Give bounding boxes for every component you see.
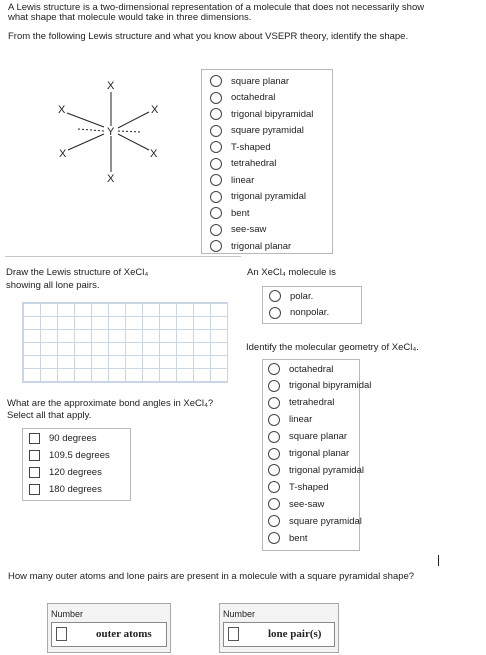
outer-atoms-answer: [47, 603, 171, 653]
geometry-option[interactable]: [268, 496, 324, 512]
radio-button[interactable]: [210, 207, 222, 219]
option-label: 180 degrees: [49, 483, 102, 495]
radio-button[interactable]: [210, 92, 222, 104]
angle-option[interactable]: [29, 447, 110, 463]
option-label: square planar: [231, 75, 290, 87]
shape-question: From the following Lewis structure and what you know about VSEPR theory, identify the shape.: [8, 31, 409, 42]
draw-prompt-line-1: Draw the Lewis structure of XeCl₄: [6, 267, 149, 278]
radio-button[interactable]: [210, 75, 222, 87]
atom-x-lower-right: X: [150, 148, 158, 160]
radio-button[interactable]: [210, 158, 222, 170]
option-label: trigonal pyramidal: [289, 464, 364, 476]
geometry-option[interactable]: [268, 429, 347, 445]
angles-instruction: Select all that apply.: [7, 410, 92, 421]
option-label: trigonal planar: [231, 240, 292, 252]
option-label: T-shaped: [231, 141, 271, 153]
shape-options-box: [201, 69, 333, 254]
radio-button[interactable]: [210, 141, 222, 153]
shape-option[interactable]: [210, 238, 291, 254]
checkbox[interactable]: [29, 450, 40, 461]
radio-button[interactable]: [268, 397, 280, 409]
option-label: see-saw: [289, 498, 325, 510]
polarity-options-box: [262, 286, 362, 324]
polarity-option[interactable]: [269, 288, 313, 304]
geometry-option[interactable]: [268, 446, 349, 462]
shape-option[interactable]: [210, 123, 304, 139]
draw-prompt-line-2: showing all lone pairs.: [6, 280, 100, 291]
radio-button[interactable]: [268, 431, 280, 443]
option-label: trigonal pyramidal: [231, 191, 306, 202]
number-label: Number: [223, 609, 256, 619]
intro-line-1: A Lewis structure is a two-dimensional representation of a molecule that does not necessarily show: [8, 2, 425, 13]
option-label: trigonal bipyramidal: [289, 380, 372, 392]
radio-button[interactable]: [269, 307, 281, 319]
radio-button[interactable]: [268, 363, 280, 375]
radio-button[interactable]: [268, 464, 280, 476]
option-label: octahedral: [231, 92, 276, 103]
polarity-option[interactable]: [269, 305, 329, 321]
shape-option[interactable]: [210, 172, 254, 188]
option-label: linear: [289, 414, 313, 426]
geometry-option[interactable]: [268, 462, 364, 478]
lone-pairs-input[interactable]: [228, 627, 239, 641]
option-label: octahedral: [289, 363, 334, 375]
shape-option[interactable]: [210, 90, 275, 106]
option-label: linear: [231, 174, 255, 186]
option-label: polar.: [290, 290, 314, 302]
shape-option[interactable]: [210, 73, 289, 89]
geometry-option[interactable]: [268, 378, 371, 394]
polarity-question: An XeCl₄ molecule is: [247, 267, 336, 278]
geometry-option[interactable]: [268, 479, 329, 495]
option-label: square pyramidal: [289, 515, 362, 527]
radio-button[interactable]: [268, 498, 280, 510]
geometry-option[interactable]: [268, 530, 308, 546]
option-label: square pyramidal: [231, 125, 304, 136]
option-label: square planar: [289, 431, 348, 443]
radio-button[interactable]: [268, 380, 280, 392]
radio-button[interactable]: [210, 240, 222, 252]
option-label: see-saw: [231, 224, 267, 235]
drawing-canvas[interactable]: [22, 302, 228, 383]
radio-button[interactable]: [268, 481, 280, 493]
angle-option[interactable]: [29, 464, 102, 480]
radio-button[interactable]: [268, 515, 280, 527]
atom-x-upper-left: X: [58, 104, 66, 116]
option-label: nonpolar.: [290, 307, 330, 318]
geometry-question: Identify the molecular geometry of XeCl₄.: [246, 342, 419, 353]
geometry-option[interactable]: [268, 412, 312, 428]
option-label: T-shaped: [289, 481, 329, 493]
lewis-structure-diagram: [40, 70, 190, 190]
checkbox[interactable]: [29, 467, 40, 478]
lone-pairs-answer: [219, 603, 339, 653]
checkbox[interactable]: [29, 484, 40, 495]
geometry-option[interactable]: [268, 361, 333, 377]
intro-line-2: what shape that molecule would take in three dimensions.: [8, 12, 252, 23]
option-label: 120 degrees: [49, 466, 102, 478]
lone-pairs-unit: lone pair(s): [268, 628, 322, 640]
shape-option[interactable]: [210, 205, 250, 221]
atom-x-upper-right: X: [151, 104, 159, 116]
geometry-option[interactable]: [268, 395, 334, 411]
option-label: trigonal bipyramidal: [231, 108, 314, 120]
option-label: 90 degrees: [49, 432, 97, 444]
shape-option[interactable]: [210, 156, 276, 172]
option-label: bent: [289, 532, 308, 544]
geometry-options-box: [262, 359, 372, 551]
checkbox[interactable]: [29, 433, 40, 444]
radio-button[interactable]: [268, 414, 280, 426]
radio-button[interactable]: [269, 290, 281, 302]
option-label: 109.5 degrees: [49, 449, 110, 461]
radio-button[interactable]: [210, 174, 222, 186]
shape-option[interactable]: [210, 222, 266, 238]
radio-button[interactable]: [210, 125, 222, 137]
radio-button[interactable]: [210, 191, 222, 203]
atom-x-bottom: X: [107, 173, 115, 185]
angles-options-box: [22, 428, 131, 501]
section-divider: [5, 256, 241, 257]
angles-question: What are the approximate bond angles in XeCl₄?: [7, 398, 214, 409]
shape-option[interactable]: [210, 139, 271, 155]
number-label: Number: [51, 609, 84, 619]
radio-button[interactable]: [210, 224, 222, 236]
outer-atoms-input[interactable]: [56, 627, 67, 641]
shape-option[interactable]: [210, 189, 306, 205]
option-label: tetrahedral: [231, 158, 277, 169]
text-cursor: [438, 555, 439, 566]
outer-atoms-unit: outer atoms: [96, 628, 152, 640]
option-label: tetrahedral: [289, 397, 335, 409]
count-question: How many outer atoms and lone pairs are present in a molecule with a square pyramidal shape?: [8, 571, 415, 582]
radio-button[interactable]: [268, 448, 280, 460]
atom-x-top: X: [107, 80, 115, 92]
atom-y-center: Y: [107, 126, 115, 138]
geometry-option[interactable]: [268, 513, 362, 529]
angle-option[interactable]: [29, 481, 102, 497]
angle-option[interactable]: [29, 430, 97, 446]
atom-x-lower-left: X: [59, 148, 67, 160]
option-label: bent: [231, 207, 250, 219]
radio-button[interactable]: [268, 532, 280, 544]
radio-button[interactable]: [210, 108, 222, 120]
shape-option[interactable]: [210, 106, 313, 122]
option-label: trigonal planar: [289, 448, 350, 459]
